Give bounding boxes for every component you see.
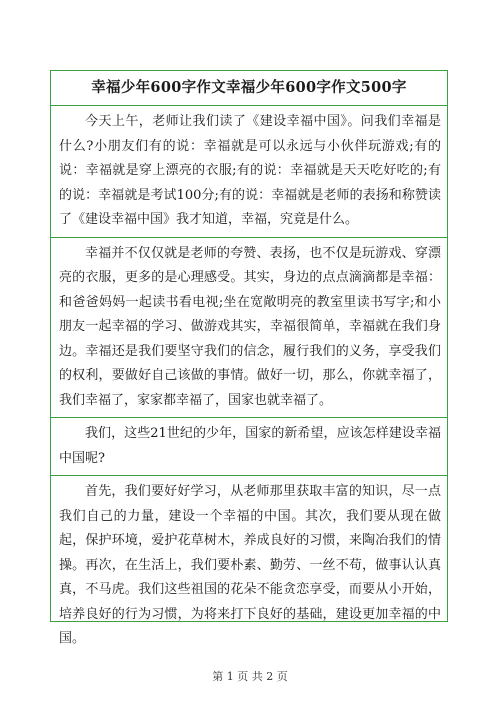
document-title: 幸福少年600字作文幸福少年600字作文500字 xyxy=(51,71,447,106)
paragraph-3: 我们，这些21世纪的少年，国家的新希望，应该怎样建设幸福中国呢? xyxy=(51,418,447,476)
paragraph-4: 首先，我们要好好学习，从老师那里获取丰富的知识，尽一点我们自己的力量，建设一个幸福的中国。其次，我们要从现在做起，保护环境，爱护花草树木，养成良好的习惯，来陶冶我们的情操。再次，在生活上，我们要朴素、勤劳、一丝不苟，做事认认真真，不马虎。我们这些祖国的花朵不能贪恋享受，而要从小开始，培养良好的行为习惯，为将来打下良好的基础，建设更加幸福的中国。 xyxy=(59,484,441,646)
paragraph-1: 今天上午，老师让我们读了《建设幸福中国》。问我们幸福是什么?小朋友们有的说：幸福就是可以永远与小伙伴玩游戏;有的说：幸福就是穿上漂亮的衣服;有的说：幸福就是天天吃好吃的;有的说：幸福就是考试100分;有的说：幸福就是老师的表扬和称赞读了《建设幸福中国》我才知道，幸福，究竟是什么。 xyxy=(51,106,447,238)
document-frame xyxy=(50,70,448,646)
page-indicator: 第 1 页 共 2 页 xyxy=(212,670,288,683)
paragraph-2: 幸福并不仅仅就是老师的夸赞、表扬，也不仅是玩游戏、穿漂亮的衣服，更多的是心理感受。其实，身边的点点滴滴都是幸福：和爸爸妈妈一起读书看电视;坐在宽敞明亮的教室里读书写字;和小朋友一起幸福的学习、做游戏其实，幸福很简单，幸福就在我们身边。幸福还是我们要坚守我们的信念，履行我们的义务，享受我们的权利，要做好自己该做的事情。做好一切，那么，你就幸福了，我们幸福了，家家都幸福了，国家也就幸福了。 xyxy=(51,238,447,419)
